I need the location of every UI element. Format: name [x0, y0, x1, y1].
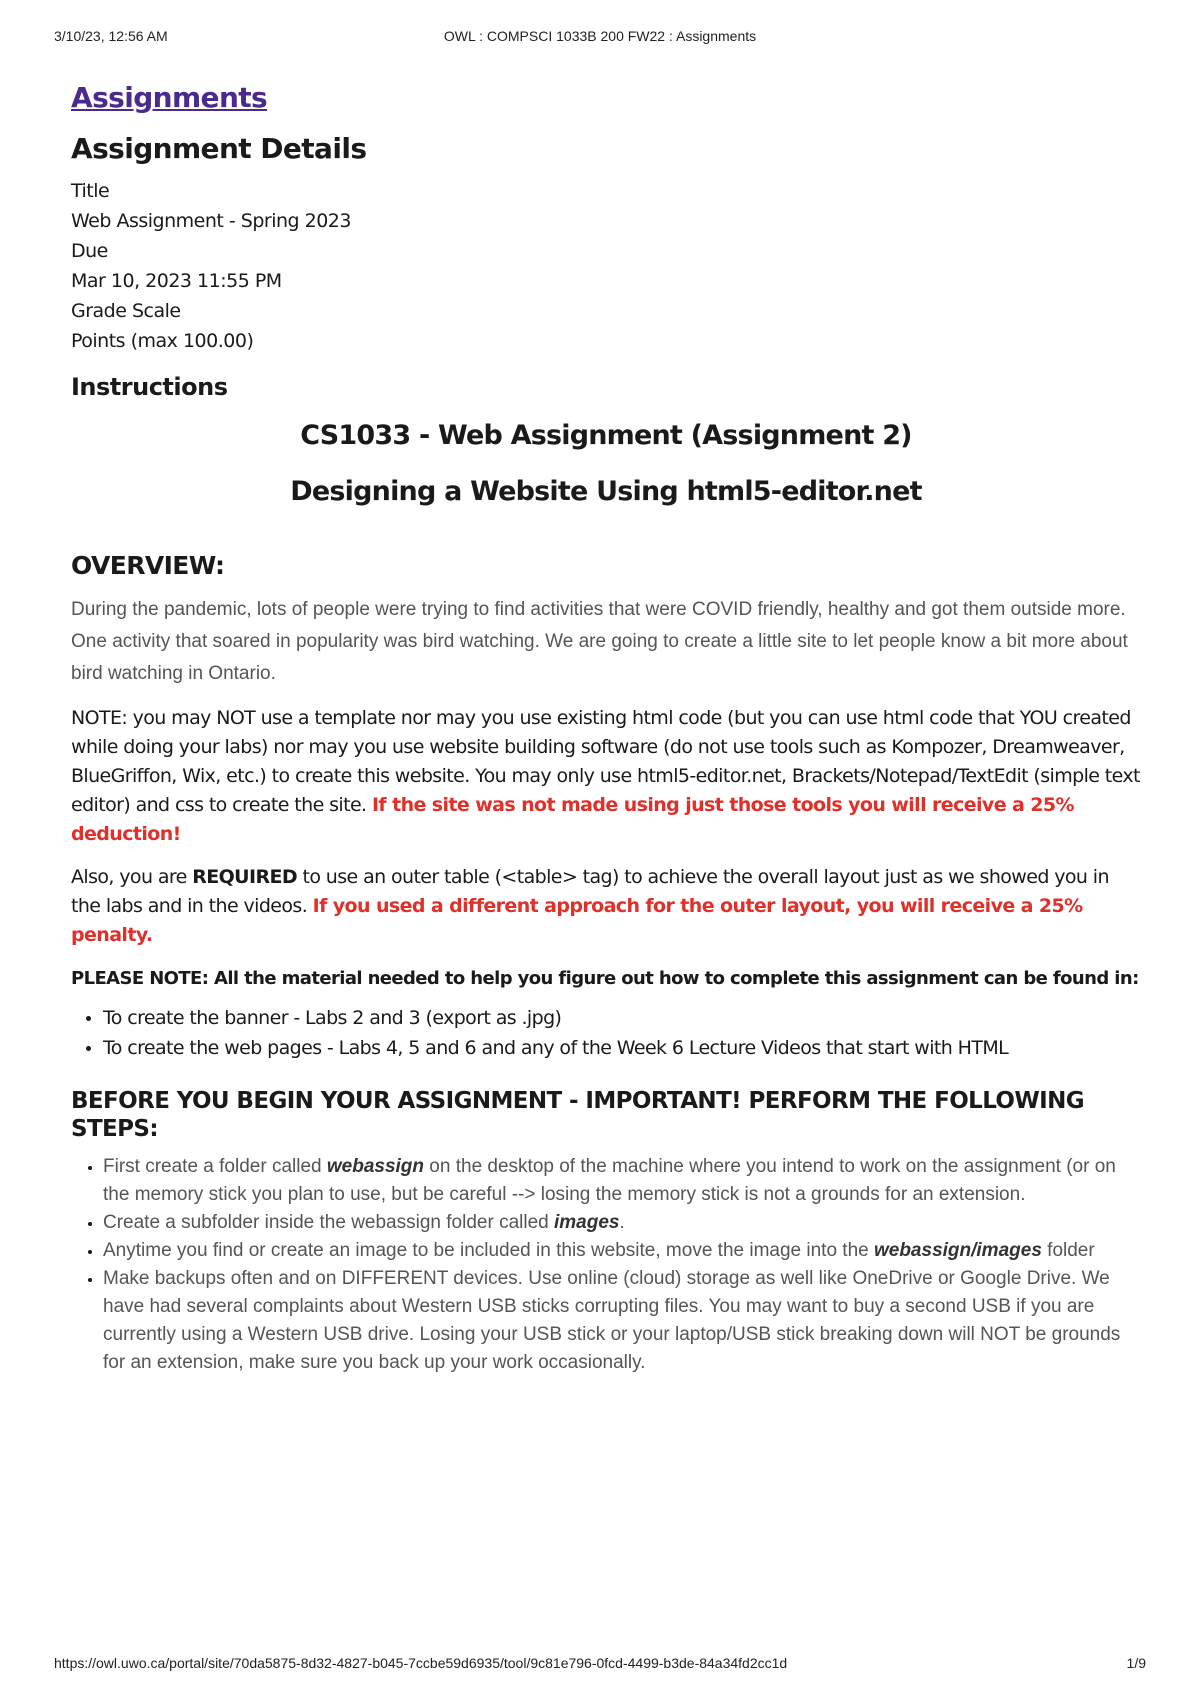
print-date: 3/10/23, 12:56 AM [54, 28, 168, 44]
instructions-heading: Instructions [71, 373, 228, 401]
step-text: folder [1041, 1240, 1095, 1261]
main-content [71, 78, 1141, 1377]
grade-scale-value: Points (max 100.00) [71, 330, 254, 352]
due-value: Mar 10, 2023 11:55 PM [71, 270, 282, 292]
step-text: on the desktop of the machine where you intend to work on the assignment (or on the memory stick you plan to use, but be careful --> losing the memory stick is not a grounds for an extension. [103, 1156, 1116, 1205]
material-list [71, 1003, 1141, 1063]
overview-heading: OVERVIEW: [71, 551, 225, 580]
overview-paragraph: During the pandemic, lots of people were trying to find activities that were COVID friendly, healthy and got them outside more. One activity that soared in popularity was bird watching. We are going to create a little site to let people know a bit more about bird watching in Ontario. [71, 599, 1128, 684]
also-warning: If you used a different approach for the outer layout, you will receive a 25% penalty. [71, 895, 1083, 946]
list-item [103, 1237, 1141, 1265]
print-footer [54, 1655, 1146, 1675]
list-item [103, 1209, 1141, 1237]
steps-list [71, 1153, 1141, 1377]
step-text: Create a subfolder inside the webassign folder called [103, 1212, 554, 1233]
note-paragraph [71, 704, 1141, 849]
outer-table-paragraph [71, 863, 1141, 950]
print-url: https://owl.uwo.ca/portal/site/70da5875-8d32-4827-b045-7ccbe59d6935/tool/9c81e796-0fcd-4499-b3de-84a34fd2cc1d [54, 1655, 788, 1671]
assignment-details-heading: Assignment Details [71, 132, 367, 165]
list-item: • To create the banner - Labs 2 and 3 (export as .jpg) [103, 1003, 1141, 1033]
list-item: • Make backups often and on DIFFERENT devices. Use online (cloud) storage as well like OneDrive or Google Drive. We have had several complaints about Western USB sticks corrupting files. You may want to buy a second USB if you are currently using a Western USB drive. Losing your USB stick or your laptop/USB stick breaking down will NOT be grounds for an extension, make sure you back up your work occasionally. [103, 1265, 1141, 1377]
title-value: Web Assignment - Spring 2023 [71, 210, 351, 232]
step-text: First create a folder called [103, 1156, 327, 1177]
before-you-begin-heading: BEFORE YOU BEGIN YOUR ASSIGNMENT - IMPORTANT! PERFORM THE FOLLOWING STEPS: [71, 1088, 1085, 1142]
note-warning: If the site was not made using just those tools you will receive a 25% deduction! [71, 794, 1074, 845]
print-page-title: OWL : COMPSCI 1033B 200 FW22 : Assignments [443, 28, 757, 44]
also-prefix: Also, you are [71, 866, 193, 888]
step-text: Anytime you find or create an image to be included in this website, move the image into the [103, 1240, 874, 1261]
assignment-details-list [71, 176, 1141, 356]
assignment-subtitle-line: Designing a Website Using html5-editor.net [290, 476, 922, 507]
assignment-title-line: CS1033 - Web Assignment (Assignment 2) [300, 420, 912, 451]
due-label: Due [71, 240, 108, 262]
step-emphasis: webassign/images [873, 1240, 1042, 1261]
please-note: PLEASE NOTE: All the material needed to help you figure out how to complete this assignment can be found in: [71, 968, 1139, 989]
note-text: NOTE: you may NOT use a template nor may you use existing html code (but you can use html code that YOU created while doing your labs) nor may you use website building software (do not use tools such as Kompozer, Dreamweaver, BlueGriffon, Wix, etc.) to create this website. You may only use html5-editor.net, Brackets/Notepad/TextEdit (simple text editor) and css to create the site. [71, 707, 1140, 816]
step-text: . [619, 1212, 625, 1233]
print-header [54, 28, 1146, 48]
also-text: to use an outer table (<table> tag) to achieve the overall layout just as we showed you in the labs and in the videos. [71, 866, 1109, 917]
step-emphasis: webassign [326, 1156, 425, 1177]
list-item: • To create the web pages - Labs 4, 5 and 6 and any of the Week 6 Lecture Videos that start with HTML [103, 1033, 1141, 1063]
required-emphasis: REQUIRED [192, 866, 298, 888]
page-number: 1/9 [1126, 1655, 1146, 1671]
step-emphasis: images [554, 1212, 620, 1233]
title-label: Title [71, 180, 110, 202]
assignments-breadcrumb-link[interactable]: Assignments [71, 81, 268, 114]
grade-scale-label: Grade Scale [71, 300, 181, 322]
list-item [103, 1153, 1141, 1209]
